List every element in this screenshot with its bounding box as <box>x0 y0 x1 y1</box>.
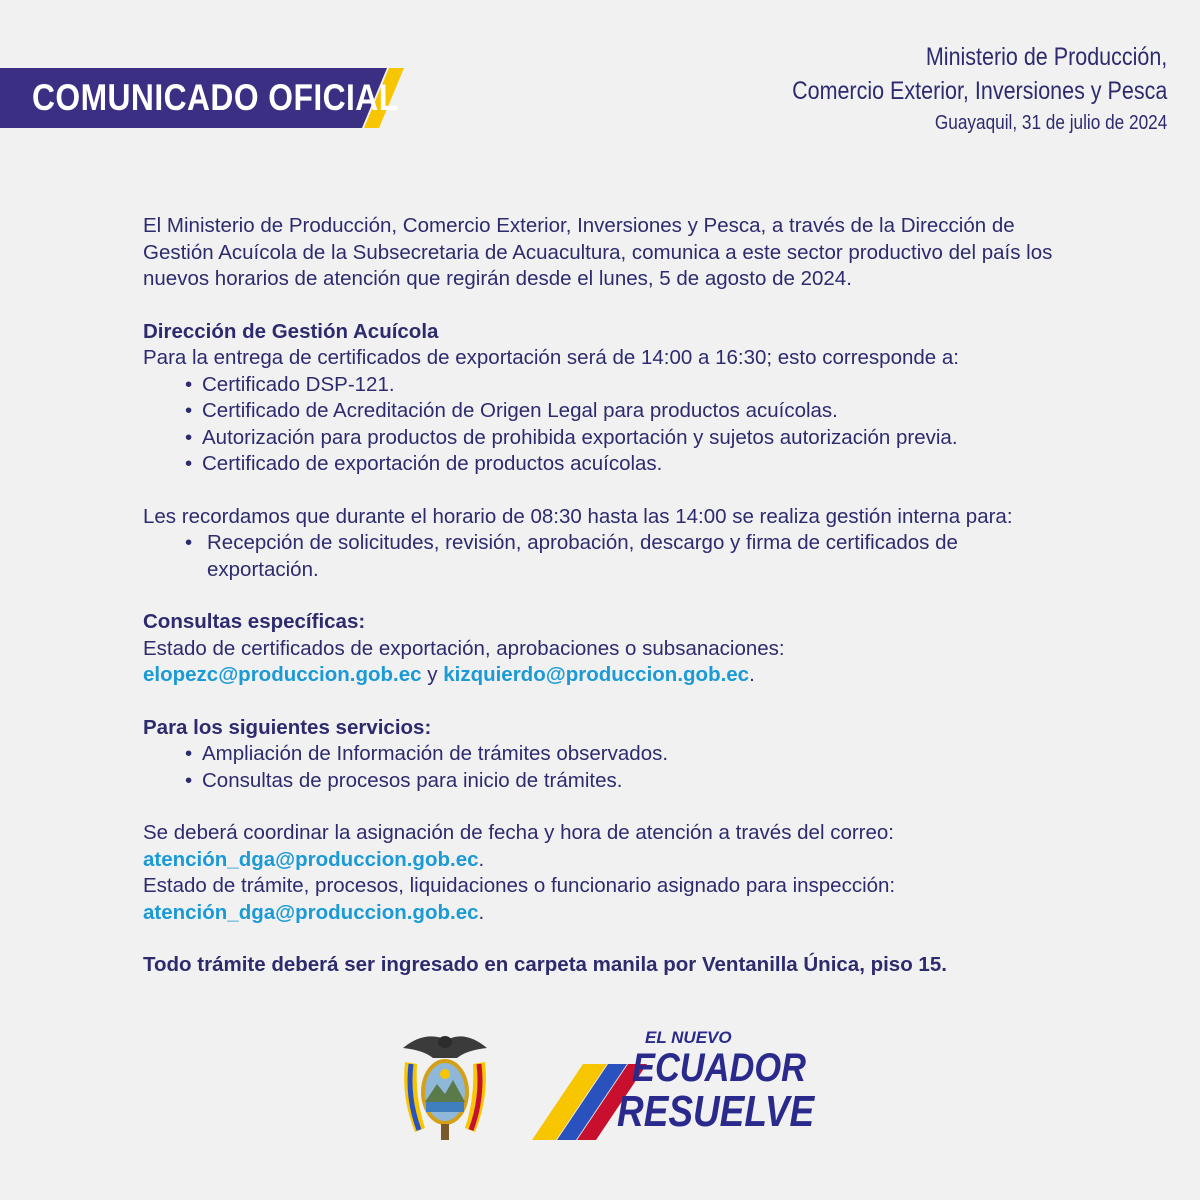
section-text-dga: Para la entrega de certificados de exportación será de 14:00 a 16:30; esto corresponde a: <box>143 346 959 369</box>
header-banner <box>0 68 405 128</box>
banner-title: COMUNICADO OFICIAL <box>32 77 399 118</box>
services-list <box>143 741 1073 794</box>
document-date: Guayaquil, 31 de julio de 2024 <box>934 112 1167 134</box>
coordinate-email-line <box>143 847 1073 874</box>
certificates-list <box>143 372 1073 478</box>
consultas-text: Estado de certificados de exportación, aprobaciones o subsanaciones: <box>143 636 785 660</box>
status-email-line <box>143 900 1073 927</box>
closing-statement: Todo trámite deberá ser ingresado en carpeta manila por Ventanilla Única, piso 15. <box>143 953 947 976</box>
coordinate-text: Se deberá coordinar la asignación de fecha y hora de atención a través del correo: <box>143 821 895 844</box>
consultas-emails <box>143 662 1073 689</box>
email-link-kizquierdo[interactable]: kizquierdo@produccion.gob.ec <box>443 663 750 686</box>
logo-ecuador: ECUADOR <box>632 1046 806 1090</box>
period: . <box>478 900 485 924</box>
list-item: • Consultas de procesos para inicio de trámites. <box>185 768 1073 795</box>
logo-el-nuevo: EL NUEVO <box>645 1028 732 1047</box>
period: . <box>478 847 485 871</box>
section-heading-dga: Dirección de Gestión Acuícola <box>143 319 439 343</box>
list-item: • Recepción de solicitudes, revisión, aprobación, descargo y firma de certificados de exportación. <box>185 530 1073 583</box>
list-item: • Certificado DSP-121. <box>185 372 1073 399</box>
ministry-block <box>792 40 1167 138</box>
coat-of-arms-icon <box>403 1036 487 1140</box>
section-heading-consultas: Consultas específicas: <box>143 610 366 633</box>
list-item: • Certificado de exportación de productos acuícolas. <box>185 451 1073 478</box>
list-item: • Certificado de Acreditación de Origen Legal para productos acuícolas. <box>185 398 1073 425</box>
reminder-text: Les recordamos que durante el horario de 08:30 hasta las 14:00 se realiza gestión interna para: <box>143 504 1013 528</box>
section-heading-servicios: Para los siguientes servicios: <box>143 715 432 739</box>
email-link-elopezc[interactable]: elopezc@produccion.gob.ec <box>143 663 422 686</box>
email-link-atencion-dga[interactable]: atención_dga@produccion.gob.ec <box>143 847 479 871</box>
logo-resuelve: RESUELVE <box>617 1087 815 1136</box>
ministry-name-line2: Comercio Exterior, Inversiones y Pesca <box>791 77 1167 105</box>
list-item: • Autorización para productos de prohibida exportación y sujetos autorización previa. <box>185 425 1073 452</box>
footer-logos <box>395 1028 815 1148</box>
ministry-name-line1: Ministerio de Producción, <box>925 43 1167 71</box>
period: . <box>749 663 755 686</box>
internal-management-list <box>143 530 1073 583</box>
communique-body <box>143 213 1073 979</box>
status-text: Estado de trámite, procesos, liquidaciones o funcionario asignado para inspección: <box>143 874 896 897</box>
list-item: • Ampliación de Información de trámites observados. <box>185 741 1073 768</box>
intro-paragraph: El Ministerio de Producción, Comercio Exterior, Inversiones y Pesca, a través de la Dirección de Gestión Acuícola de la Subsecretaria de Acuacultura, comunica a este sector productivo del país los nuevos horarios de atención que regirán desde el lunes, 5 de agosto de 2024. <box>143 214 1053 290</box>
connector-text: y <box>421 663 444 686</box>
email-link-atencion-dga[interactable]: atención_dga@produccion.gob.ec <box>143 900 479 924</box>
